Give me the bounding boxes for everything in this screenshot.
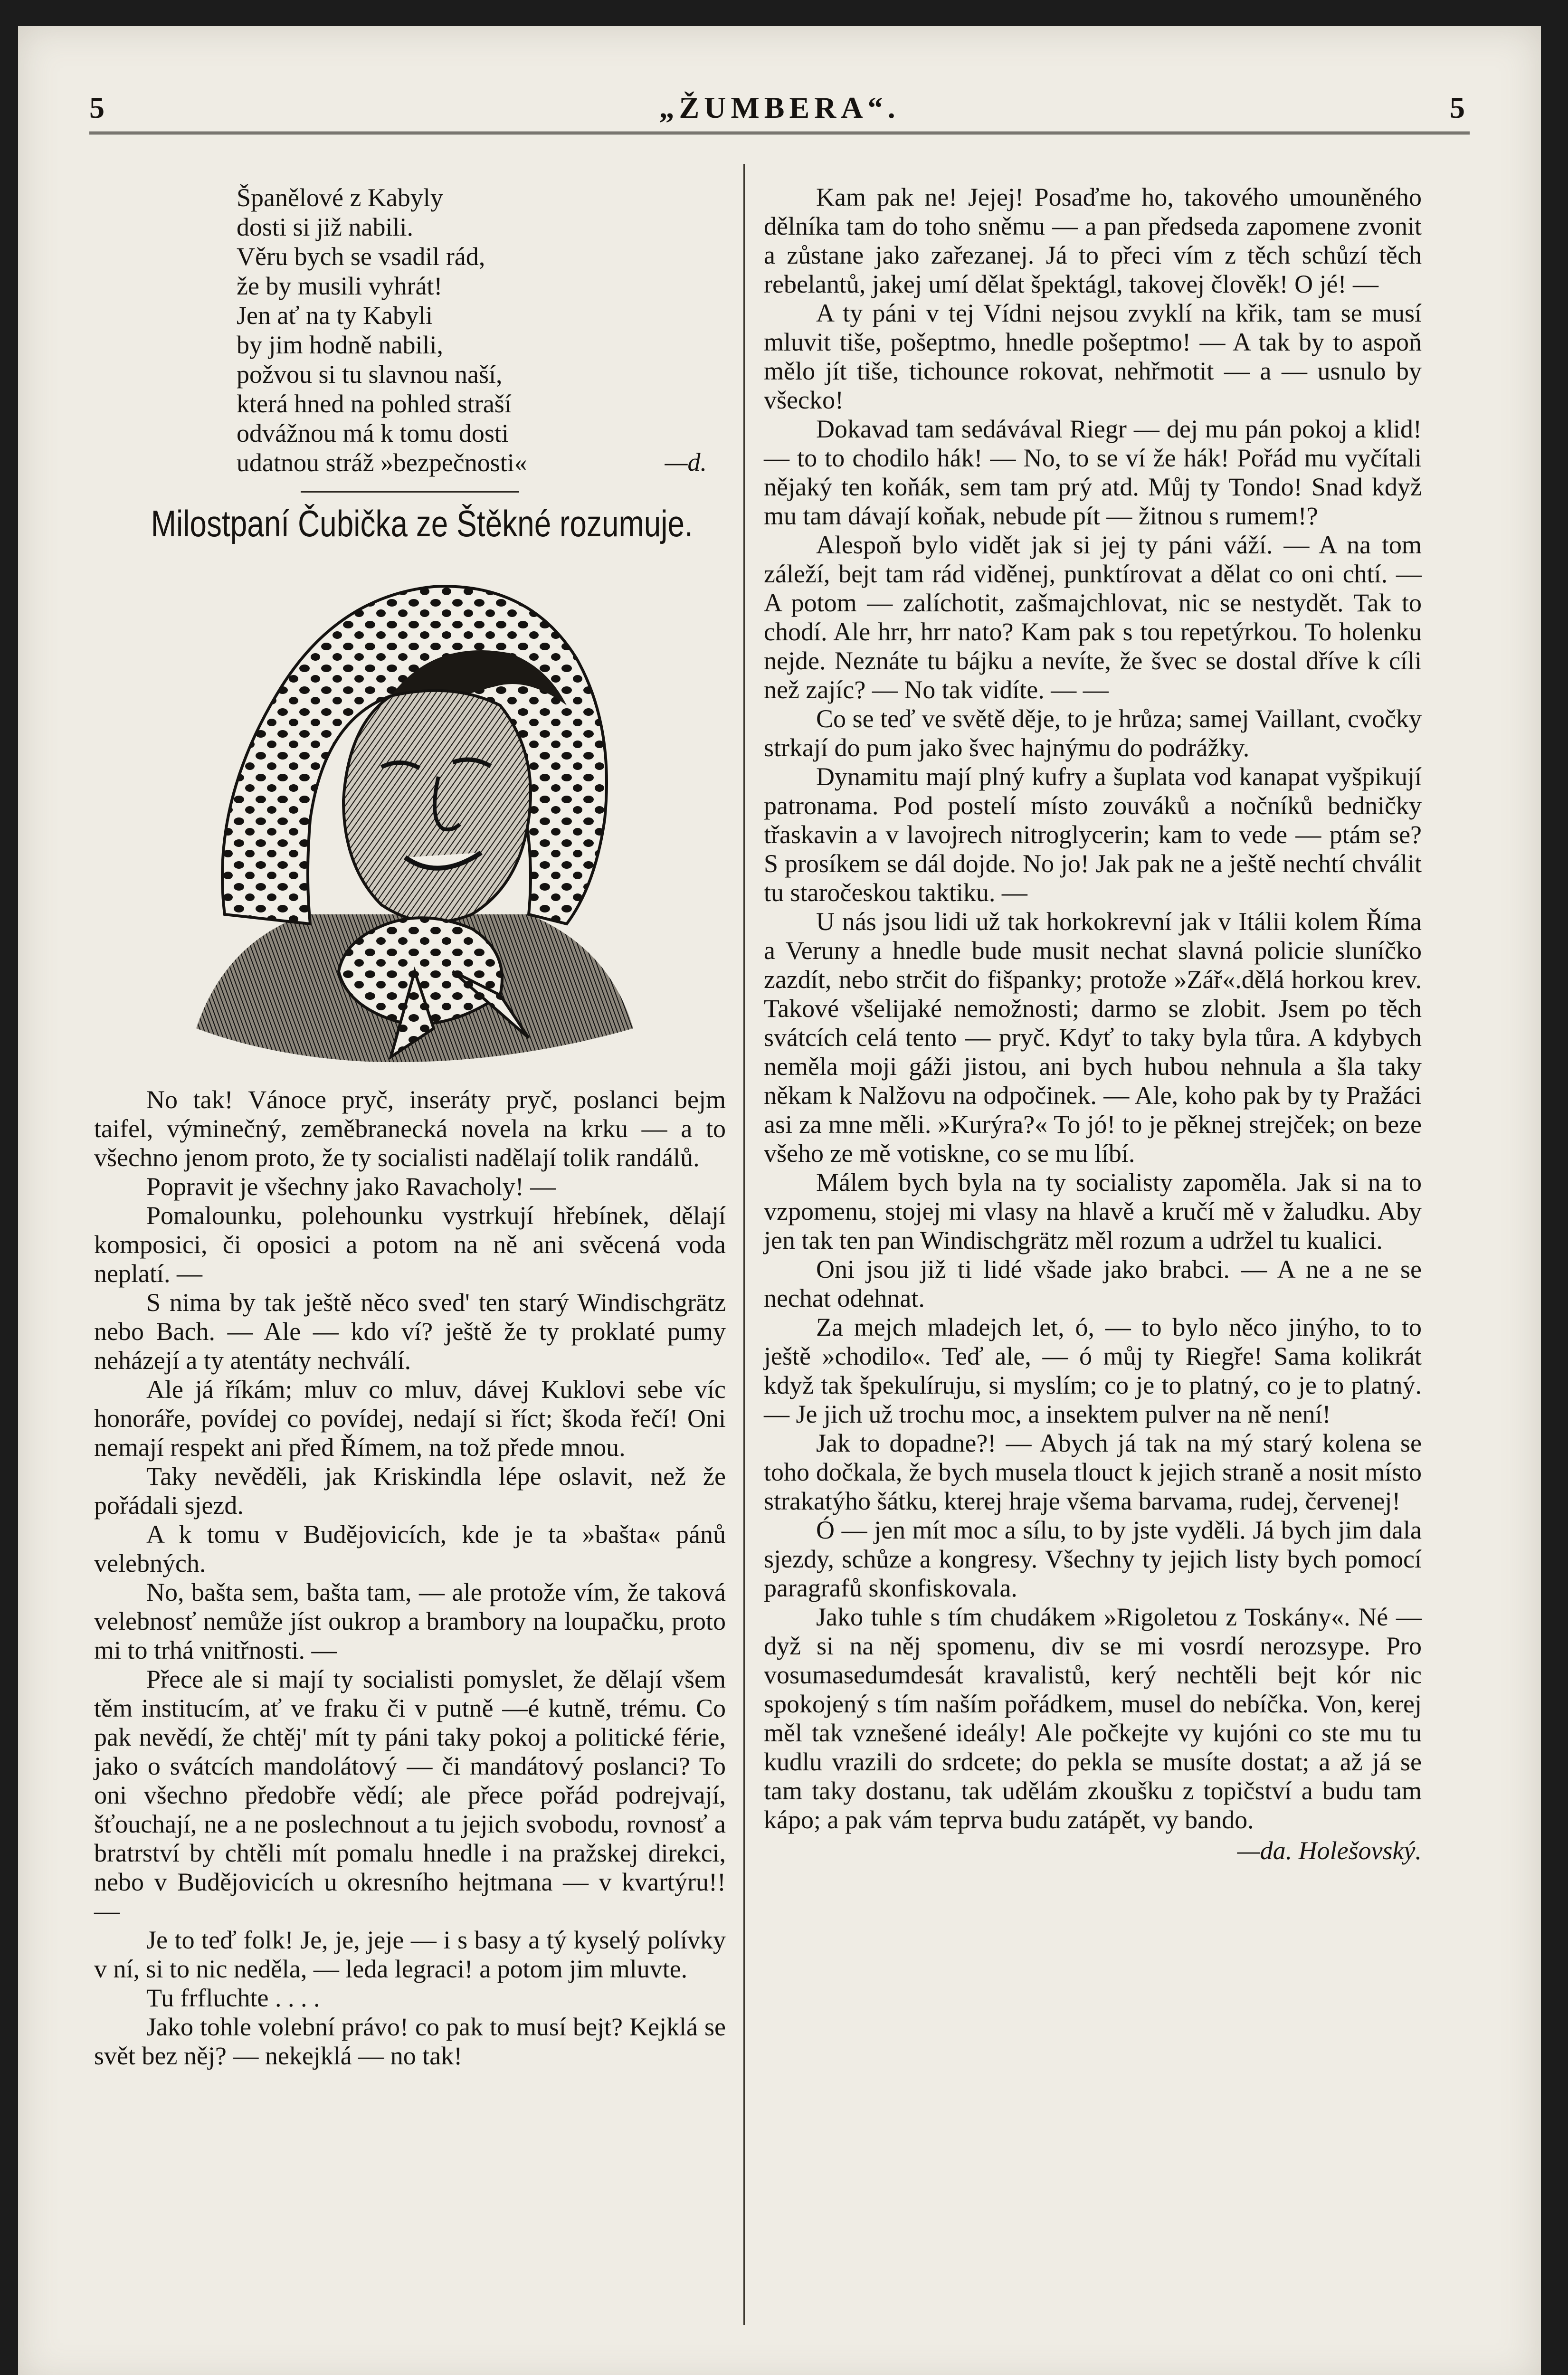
paragraph: Málem bych byla na ty socialisty zapoměla. Jak si na to vzpomenu, stojej mi vlasy na hlavě a kručí mě v žaludku. Aby jen tak ten pan Windischgrätz měl rozum a udržel tu kualici. [764, 1168, 1422, 1254]
paragraph: A ty páni v tej Vídni nejsou zvyklí na křik, tam se musí mluvit tiše, pošeptmo, hnedle pošeptmo! — A tak by to aspoň mělo jít tiše, tichounce rokovat, nehřmotit — a — usnulo by všecko! [764, 299, 1422, 414]
left-column [94, 183, 726, 2071]
running-head [89, 90, 1470, 147]
paragraph: Oni jsou již ti lidé všade jako brabci. — A ne a ne se nechat odehnat. [764, 1255, 1422, 1312]
article-title: Milostpaní Čubička ze Štěkné rozumuje. [151, 503, 693, 544]
paragraph: No tak! Vánoce pryč, inseráty pryč, poslanci bejm taifel, výminečný, zeměbranecká novela na krku — a to všechno jenom proto, že ty socialisti nadělají tolik randálů. [94, 1085, 726, 1172]
newspaper-page [18, 26, 1541, 2375]
column-divider [743, 164, 745, 2325]
page-number-left: 5 [89, 91, 109, 124]
paragraph: Ó — jen mít moc a sílu, to by jste vyděli. Já bych jim dala sjezdy, schůze a kongresy. Všechny ty jejich listy bych pomocí paragrafů skonfiskovala. [764, 1516, 1422, 1602]
section-divider [301, 491, 519, 493]
paragraph: Kam pak ne! Jejej! Posaďme ho, takového umouněného dělníka tam do toho sněmu — a pan předseda zapomene zvonit a zůstane jako zařezanej. Já to přeci vím z těch schůzí těch rebelantů, jakej umí dělat špektágl, takovej člověk! O jé! — [764, 183, 1422, 298]
paragraph: Jak to dopadne?! — Abych já tak na mý starý kolena se toho dočkala, že bych musela tlouct k jejich straně a nosit místo strakatýho šátku, kterej hraje všema barvama, rudej, červenej! [764, 1429, 1422, 1515]
right-column [764, 183, 1422, 1865]
poem-line: která hned na pohled straší [237, 390, 512, 418]
paragraph: Pomalounku, polehounku vystrkují hřebínek, dělají komposici, či oposici a potom na ně ani svěcená voda neplatí. — [94, 1201, 726, 1288]
paragraph: Jako tohle volební právo! co pak to musí bejt? Kejklá se svět bez něj? — nekejklá — no tak! [94, 2013, 726, 2070]
paragraph: Taky nevěděli, jak Kriskindla lépe oslavit, než že pořádali sjezd. [94, 1462, 726, 1520]
paragraph: No, bašta sem, bašta tam, — ale protože vím, že taková velebnosť nemůže jíst oukrop a brambory na loupačku, proto mi to trhá vnitřnosti. — [94, 1578, 726, 1664]
page-number-right: 5 [1450, 91, 1470, 124]
paragraph: Za mejch mladejch let, ó, — to bylo něco jinýho, to to ještě »chodilo«. Teď ale, — ó můj ty Riegře! Sama kolikrát když tak špekulíruju, si myslím; co je to platný, co je to platný. — Je jich už trochu moc, a insektem pulver na ně není! [764, 1313, 1422, 1428]
poem-line: Věru bych se vsadil rád, [237, 242, 485, 271]
paragraph: Ale já říkám; mluv co mluv, dávej Kuklovi sebe víc honoráře, povídej co povídej, nedají si říct; škoda řečí! Oni nemají respekt ani před Římem, na tož přede mnou. [94, 1375, 726, 1462]
old-woman-illustration [168, 553, 652, 1076]
paragraph: Alespoň bylo vidět jak si jej ty páni váží. — A na tom záleží, bejt tam rád viděnej, punktírovat a dělat co oni chtí. — A potom — zalíchotit, zašmajchlovat, nic se nestydět. Tak to chodí. Ale hrr, hrr nato? Kam pak s tou repetýrkou. To holenku nejde. Neznáte tu bájku a nevíte, že švec se dostal dříve k cíli než zajíc? — No tak vidíte. — — [764, 531, 1422, 704]
header-rule [89, 132, 1470, 134]
poem-line: Jen ať na ty Kabyli [237, 301, 433, 330]
paragraph: Jako tuhle s tím chudákem »Rigoletou z Toskány«. Né — dyž si na něj spomenu, div se mi vosrdí nerozsype. Pro vosumasedumdesát kravalistů, kerý nechtěli bejt kór nic spokojený s tím naším pořádkem, musel do nebíčka. Von, kerej měl tak vznešené ideály! Ale počkejte vy kujóni co ste mu tu kudlu vrazili do srdcete; do pekla se musíte dostat; a až já se tam taky dostanu, tak udělám zkoušku z topičství a budu tam kápo; a pak vám teprva budu zatápět, vy bando. [764, 1603, 1422, 1834]
masthead-title: „ŽUMBERA“. [659, 91, 900, 124]
paragraph: A k tomu v Budějovicích, kde je ta »bašta« pánů velebných. [94, 1520, 726, 1577]
paragraph: Je to teď folk! Je, je, jeje — i s basy a tý kyselý polívky v ní, si to nic neděla, — leda legraci! a potom jim mluvte. [94, 1926, 726, 1983]
poem-line: požvou si tu slavnou naší, [237, 360, 503, 389]
paragraph: Dynamitu mají plný kufry a šuplata vod kanapat vyšpikují patronama. Pod postelí místo zouváků a nočníků bedničky třaskavin a v lavojrech nitroglycerin; kam to vede — ptám se? S prosíkem se dál dojde. No jo! Jak pak ne a ještě nechtí chválit tu staročeskou taktiku. — [764, 762, 1422, 907]
poem-line: dosti si již nabili. [237, 213, 413, 241]
article-signature: —da. Holešovský. [1237, 1836, 1422, 1865]
paragraph: Tu frfluchte . . . . [146, 1984, 320, 2012]
poem-line: by jim hodně nabili, [237, 331, 443, 359]
paragraph: Přece ale si mají ty socialisti pomyslet, že dělají všem těm institucím, ať ve fraku či v putně —é kutně, trému. Co pak nevědí, že chtěj' mít ty páni taky pokoj a politické férie, jako o svátcích mandolátový — či mandátový poslanci? To oni všechno předobře vědí; ale přece pořád podrejvají, šťouchají, ne a ne poslechnout a tu jejich svobodu, rovnosť a bratrství by chtěli mít pomalu hnedle i na pražskej direkci, nebo v Budějovicích u okresního hejtmana — v kvartýru!! — [94, 1665, 726, 1925]
paragraph: Popravit je všechny jako Ravacholy! — [146, 1172, 556, 1201]
poem-line: udatnou stráž »bezpečnosti« [237, 448, 527, 477]
paragraph: Co se teď ve světě děje, to je hrůza; samej Vaillant, cvočky strkají do pum jako švec hajnýmu do podrážky. [764, 704, 1422, 762]
paragraph: Dokavad tam sedávával Riegr — dej mu pán pokoj a klid! — to to chodilo hák! — No, to se ví že hák! Pořád mu vyčítali nějaký ten koňák, sem tam prý atd. Můj ty Tondo! Snad když mu tam dávají koňak, nebude pít — žitnou s rumem!? [764, 415, 1422, 530]
poem [237, 183, 726, 477]
poem-signature: —d. [665, 448, 707, 476]
paragraph: U nás jsou lidi už tak horkokrevní jak v Itálii kolem Říma a Veruny a hnedle bude musit nechat slavná policie sluníčko zazdít, nebo strčit do fišpanky; protože »Zář«.dělá horkou krev. Takové všelijaké nemožnosti; darmo se zlobit. Jsem po těch svátcích celá tento — pryč. Kdyť to taky byla tůra. A kdybych neměla moji gáži jistou, ani bych hubou nehnula a šla taky někam k Nalžovu na odpočinek. — Ale, koho pak by ty Pražáci asi za mne měli. »Kurýra?« To jó! to je pěknej strejček; on beze všeho ze mě votiskne, co se mu líbí. [764, 907, 1422, 1168]
paragraph: S nima by tak ještě něco sved' ten starý Windischgrätz nebo Bach. — Ale — kdo ví? ještě že ty proklaté pumy neházejí a ty atentáty nechválí. [94, 1288, 726, 1375]
poem-line: Španělové z Kabyly [237, 183, 443, 212]
poem-line: odvážnou má k tomu dosti [237, 419, 509, 447]
poem-line: že by musili vyhrát! [237, 272, 443, 300]
